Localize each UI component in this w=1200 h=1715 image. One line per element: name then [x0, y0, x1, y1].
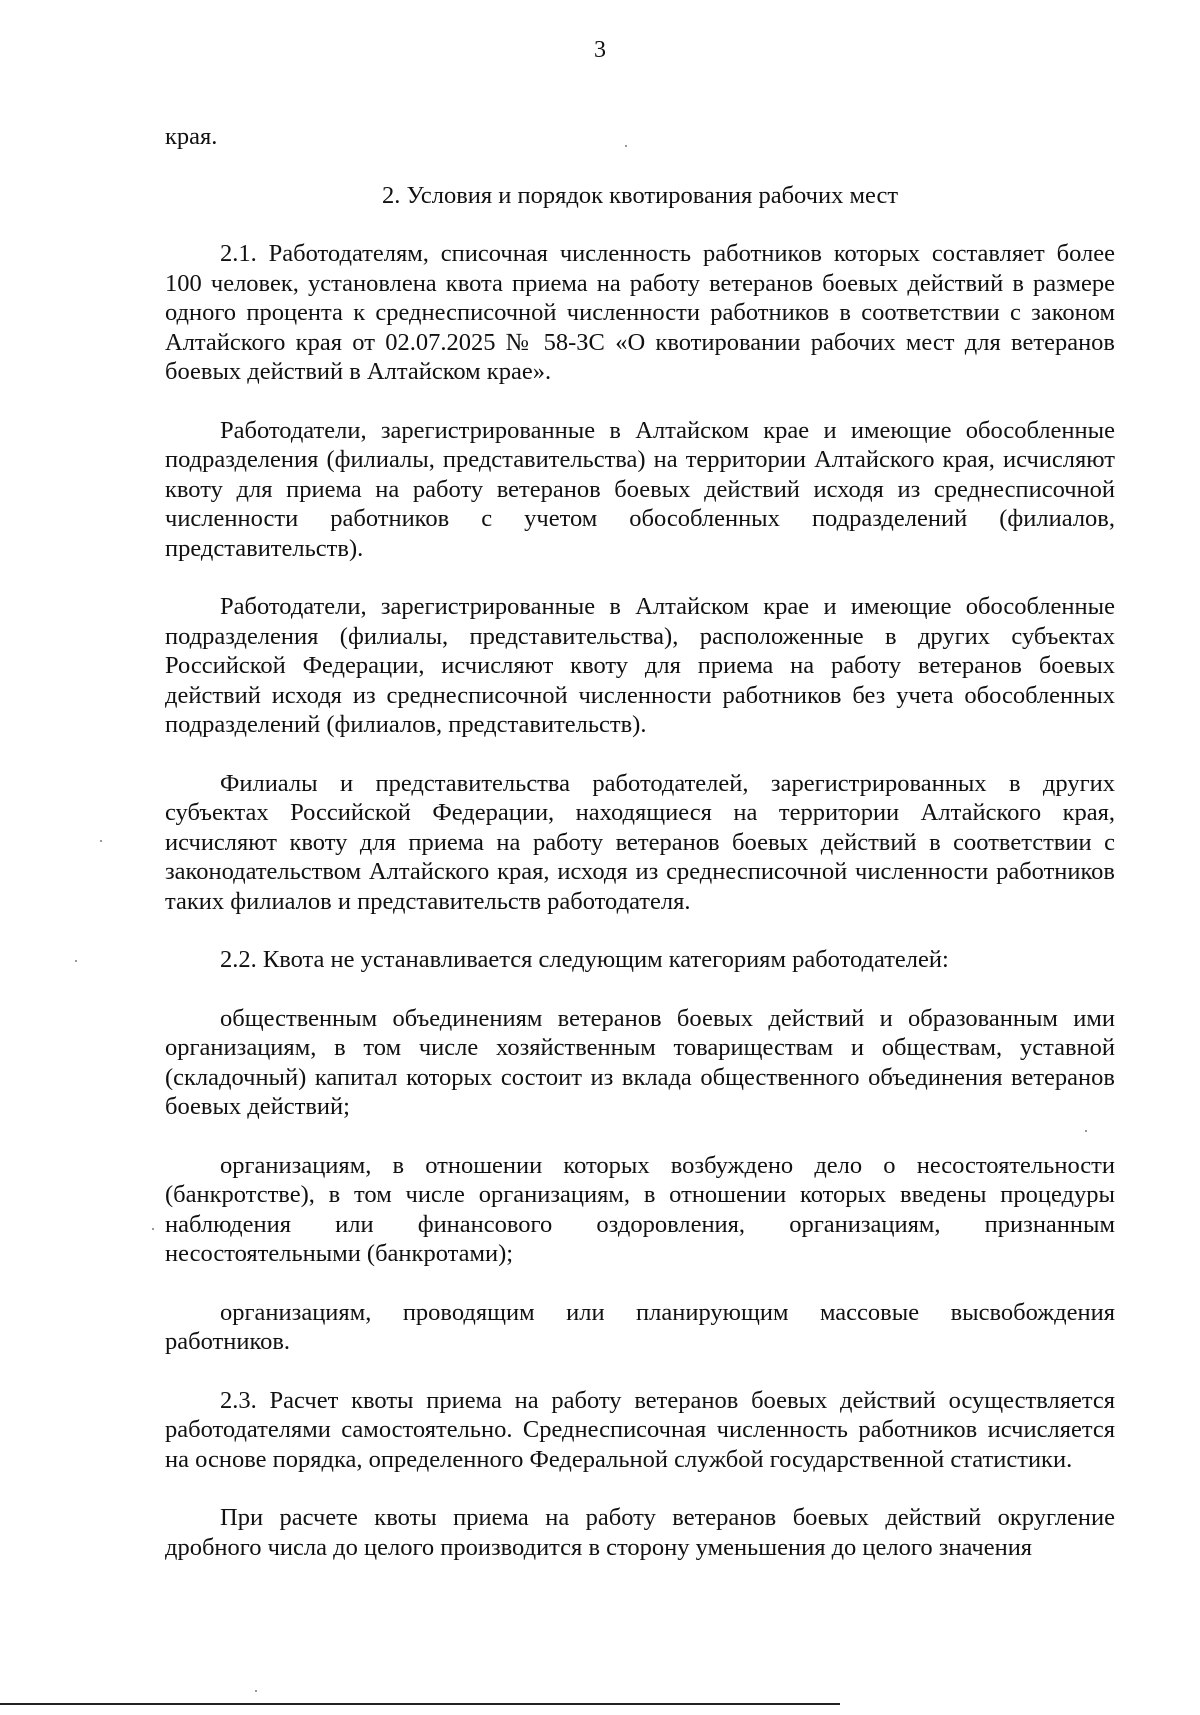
paragraph-2-2: 2.2. Квота не устанавливается следующим категориям работодателей:: [220, 946, 949, 973]
paragraph-registered-employers-other-regions: Работодатели, зарегистрированные в Алтайском крае и имеющие обособленные подразделения (филиалы, представительства), расположенные в других субъектах Российской Федерации, исчисляют квоту для приема на работу ветеранов боевых действий исходя из среднесписочной численности работников без учета обособленных подразделений (филиалов, представительств).: [165, 593, 1115, 738]
document-body: [165, 122, 1115, 1562]
page-bottom-rule: [0, 1703, 840, 1705]
list-item-mass-layoffs: организациям, проводящим или планирующим массовые высвобождения работников.: [165, 1298, 1115, 1355]
scan-speck: [75, 960, 77, 962]
section-heading: 2. Условия и порядок квотирования рабочих мест: [381, 181, 899, 209]
scan-speck: [100, 840, 102, 842]
list-item-veteran-associations: общественным объединениям ветеранов боевых действий и образованным ими организациям, в том числе хозяйственным товариществам и обществам, уставной (складочный) капитал которых состоит из вклада общественного объединения ветеранов боевых действий;: [165, 1004, 1115, 1120]
list-item-bankruptcy: организациям, в отношении которых возбуждено дело о несостоятельности (банкротстве), в том числе организациям, в отношении которых введены процедуры наблюдения или финансового оздоровления, организациям, признанным несостоятельными (банкротами);: [165, 1151, 1115, 1267]
continuation-text: края.: [165, 123, 218, 150]
paragraph-2-3: 2.3. Расчет квоты приема на работу ветеранов боевых действий осуществляется работодателями самостоятельно. Среднесписочная численность работников исчисляется на основе порядка, определенного Федеральной службой государственной статистики.: [165, 1386, 1115, 1473]
scan-speck: [1085, 1130, 1087, 1132]
paragraph-registered-employers-altai: Работодатели, зарегистрированные в Алтайском крае и имеющие обособленные подразделения (филиалы, представительства) на территории Алтайского края, исчисляют квоту для приема на работу ветеранов боевых действий исходя из среднесписочной численности работников с учетом обособленных подразделений (филиалов, представительств).: [165, 416, 1115, 562]
paragraph-branches: Филиалы и представительства работодателей, зарегистрированных в других субъектах Российской Федерации, находящиеся на территории Алтайского края, исчисляют квоту для приема на работу ветеранов боевых действий в соответствии с законодательством Алтайского края, исходя из среднесписочной численности работников таких филиалов и представительств работодателя.: [165, 769, 1115, 915]
paragraph-rounding: При расчете квоты приема на работу ветеранов боевых действий округление дробного числа до целого производится в сторону уменьшения до целого значения: [165, 1504, 1115, 1561]
scan-speck: [255, 1690, 257, 1692]
scan-speck: [625, 145, 627, 147]
paragraph-2-1: 2.1. Работодателям, списочная численность работников которых составляет более 100 человек, установлена квота приема на работу ветеранов боевых действий в размере одного процента к среднесписочной численности работников в соответствии с законом Алтайского края от 02.07.2025 № 58-ЗС «О квотировании рабочих мест для ветеранов боевых действий в Алтайском крае».: [165, 240, 1115, 385]
page-number: 3: [594, 37, 606, 63]
scan-speck: [152, 1228, 154, 1230]
